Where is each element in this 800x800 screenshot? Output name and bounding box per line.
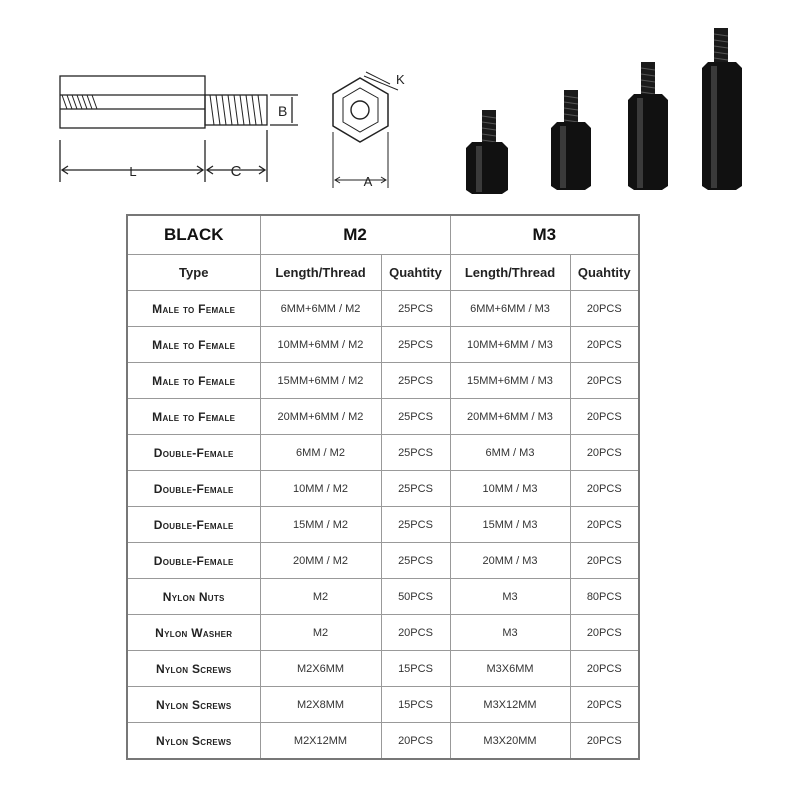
dim-label-c: C [230, 163, 242, 180]
cell-m3-length: M3 [450, 615, 570, 651]
cell-m2-length: M2X8MM [260, 687, 381, 723]
table-row [127, 363, 639, 399]
table-row [127, 291, 639, 327]
cell-m3-qty: 20PCS [570, 291, 639, 327]
cell-m2-length: 6MM+6MM / M2 [260, 291, 381, 327]
cell-m2-qty: 20PCS [381, 615, 450, 651]
dim-label-l: L [129, 164, 137, 179]
cell-type: Nylon Nuts [127, 579, 260, 615]
table-row [127, 543, 639, 579]
cell-type: Male to Female [127, 291, 260, 327]
header-m3-quantity: Quahtity [570, 255, 639, 291]
table-row [127, 327, 639, 363]
cell-m3-qty: 20PCS [570, 543, 639, 579]
cell-m2-qty: 25PCS [381, 291, 450, 327]
table-row [127, 615, 639, 651]
cell-type: Double-Female [127, 507, 260, 543]
dim-label-a: A [363, 174, 373, 189]
cell-m3-qty: 20PCS [570, 723, 639, 760]
cell-m2-qty: 15PCS [381, 687, 450, 723]
cell-m2-length: 10MM / M2 [260, 471, 381, 507]
cell-m2-qty: 50PCS [381, 579, 450, 615]
standoff-medium-image [551, 90, 591, 190]
cell-m3-qty: 20PCS [570, 363, 639, 399]
cell-type: Male to Female [127, 327, 260, 363]
standoff-xlarge-image [702, 28, 742, 190]
cell-m2-qty: 25PCS [381, 327, 450, 363]
table-row [127, 399, 639, 435]
cell-m2-qty: 25PCS [381, 399, 450, 435]
standoff-diagram [0, 0, 800, 210]
cell-m2-qty: 25PCS [381, 543, 450, 579]
cell-m3-qty: 80PCS [570, 579, 639, 615]
table-row [127, 579, 639, 615]
cell-m3-length: 15MM+6MM / M3 [450, 363, 570, 399]
cell-m3-length: M3X12MM [450, 687, 570, 723]
cell-m3-qty: 20PCS [570, 435, 639, 471]
cell-m3-length: M3X20MM [450, 723, 570, 760]
cell-m3-qty: 20PCS [570, 615, 639, 651]
standoff-side-view [60, 76, 298, 182]
table-sub-header-row [127, 255, 639, 291]
cell-m3-qty: 20PCS [570, 471, 639, 507]
table-group-header-row [127, 215, 639, 255]
group-header-m3: M3 [450, 215, 639, 255]
cell-m2-qty: 15PCS [381, 651, 450, 687]
standoff-large-image [628, 62, 668, 190]
table-row [127, 471, 639, 507]
cell-m2-qty: 25PCS [381, 363, 450, 399]
cell-type: Double-Female [127, 435, 260, 471]
cell-m3-length: 10MM / M3 [450, 471, 570, 507]
cell-m2-length: 20MM / M2 [260, 543, 381, 579]
table-row [127, 651, 639, 687]
cell-m3-length: 15MM / M3 [450, 507, 570, 543]
standoff-small-image [466, 110, 508, 194]
header-m2-quantity: Quahtity [381, 255, 450, 291]
cell-m2-length: 15MM+6MM / M2 [260, 363, 381, 399]
standoff-product-images [466, 28, 742, 194]
cell-m3-length: 10MM+6MM / M3 [450, 327, 570, 363]
hex-end-view [333, 72, 398, 188]
cell-m2-length: M2X12MM [260, 723, 381, 760]
table-row [127, 687, 639, 723]
cell-m2-length: 20MM+6MM / M2 [260, 399, 381, 435]
cell-m3-qty: 20PCS [570, 651, 639, 687]
cell-m3-length: 20MM / M3 [450, 543, 570, 579]
cell-m3-length: 20MM+6MM / M3 [450, 399, 570, 435]
cell-m3-length: M3X6MM [450, 651, 570, 687]
cell-m2-length: M2X6MM [260, 651, 381, 687]
cell-type: Male to Female [127, 399, 260, 435]
table-row [127, 723, 639, 760]
cell-type: Double-Female [127, 543, 260, 579]
cell-m2-length: 15MM / M2 [260, 507, 381, 543]
cell-m3-qty: 20PCS [570, 327, 639, 363]
cell-m2-qty: 25PCS [381, 435, 450, 471]
cell-type: Nylon Screws [127, 651, 260, 687]
dim-label-k: K [396, 72, 405, 87]
cell-m2-qty: 20PCS [381, 723, 450, 760]
cell-m3-qty: 20PCS [570, 399, 639, 435]
cell-m3-length: 6MM / M3 [450, 435, 570, 471]
cell-m2-length: M2 [260, 579, 381, 615]
header-m3-length-thread: Length/Thread [450, 255, 570, 291]
cell-type: Nylon Washer [127, 615, 260, 651]
cell-type: Nylon Screws [127, 687, 260, 723]
cell-m3-length: 6MM+6MM / M3 [450, 291, 570, 327]
cell-m2-qty: 25PCS [381, 471, 450, 507]
cell-type: Double-Female [127, 471, 260, 507]
group-header-m2: M2 [260, 215, 450, 255]
cell-type: Nylon Screws [127, 723, 260, 760]
cell-m2-qty: 25PCS [381, 507, 450, 543]
header-m2-length-thread: Length/Thread [260, 255, 381, 291]
cell-m2-length: 6MM / M2 [260, 435, 381, 471]
spec-table [126, 214, 640, 760]
corner-label: BLACK [127, 215, 260, 255]
table-row [127, 435, 639, 471]
dim-label-b: B [278, 103, 288, 119]
cell-m3-qty: 20PCS [570, 507, 639, 543]
header-type: Type [127, 255, 260, 291]
cell-m2-length: 10MM+6MM / M2 [260, 327, 381, 363]
cell-type: Male to Female [127, 363, 260, 399]
table-row [127, 507, 639, 543]
cell-m3-qty: 20PCS [570, 687, 639, 723]
cell-m3-length: M3 [450, 579, 570, 615]
cell-m2-length: M2 [260, 615, 381, 651]
